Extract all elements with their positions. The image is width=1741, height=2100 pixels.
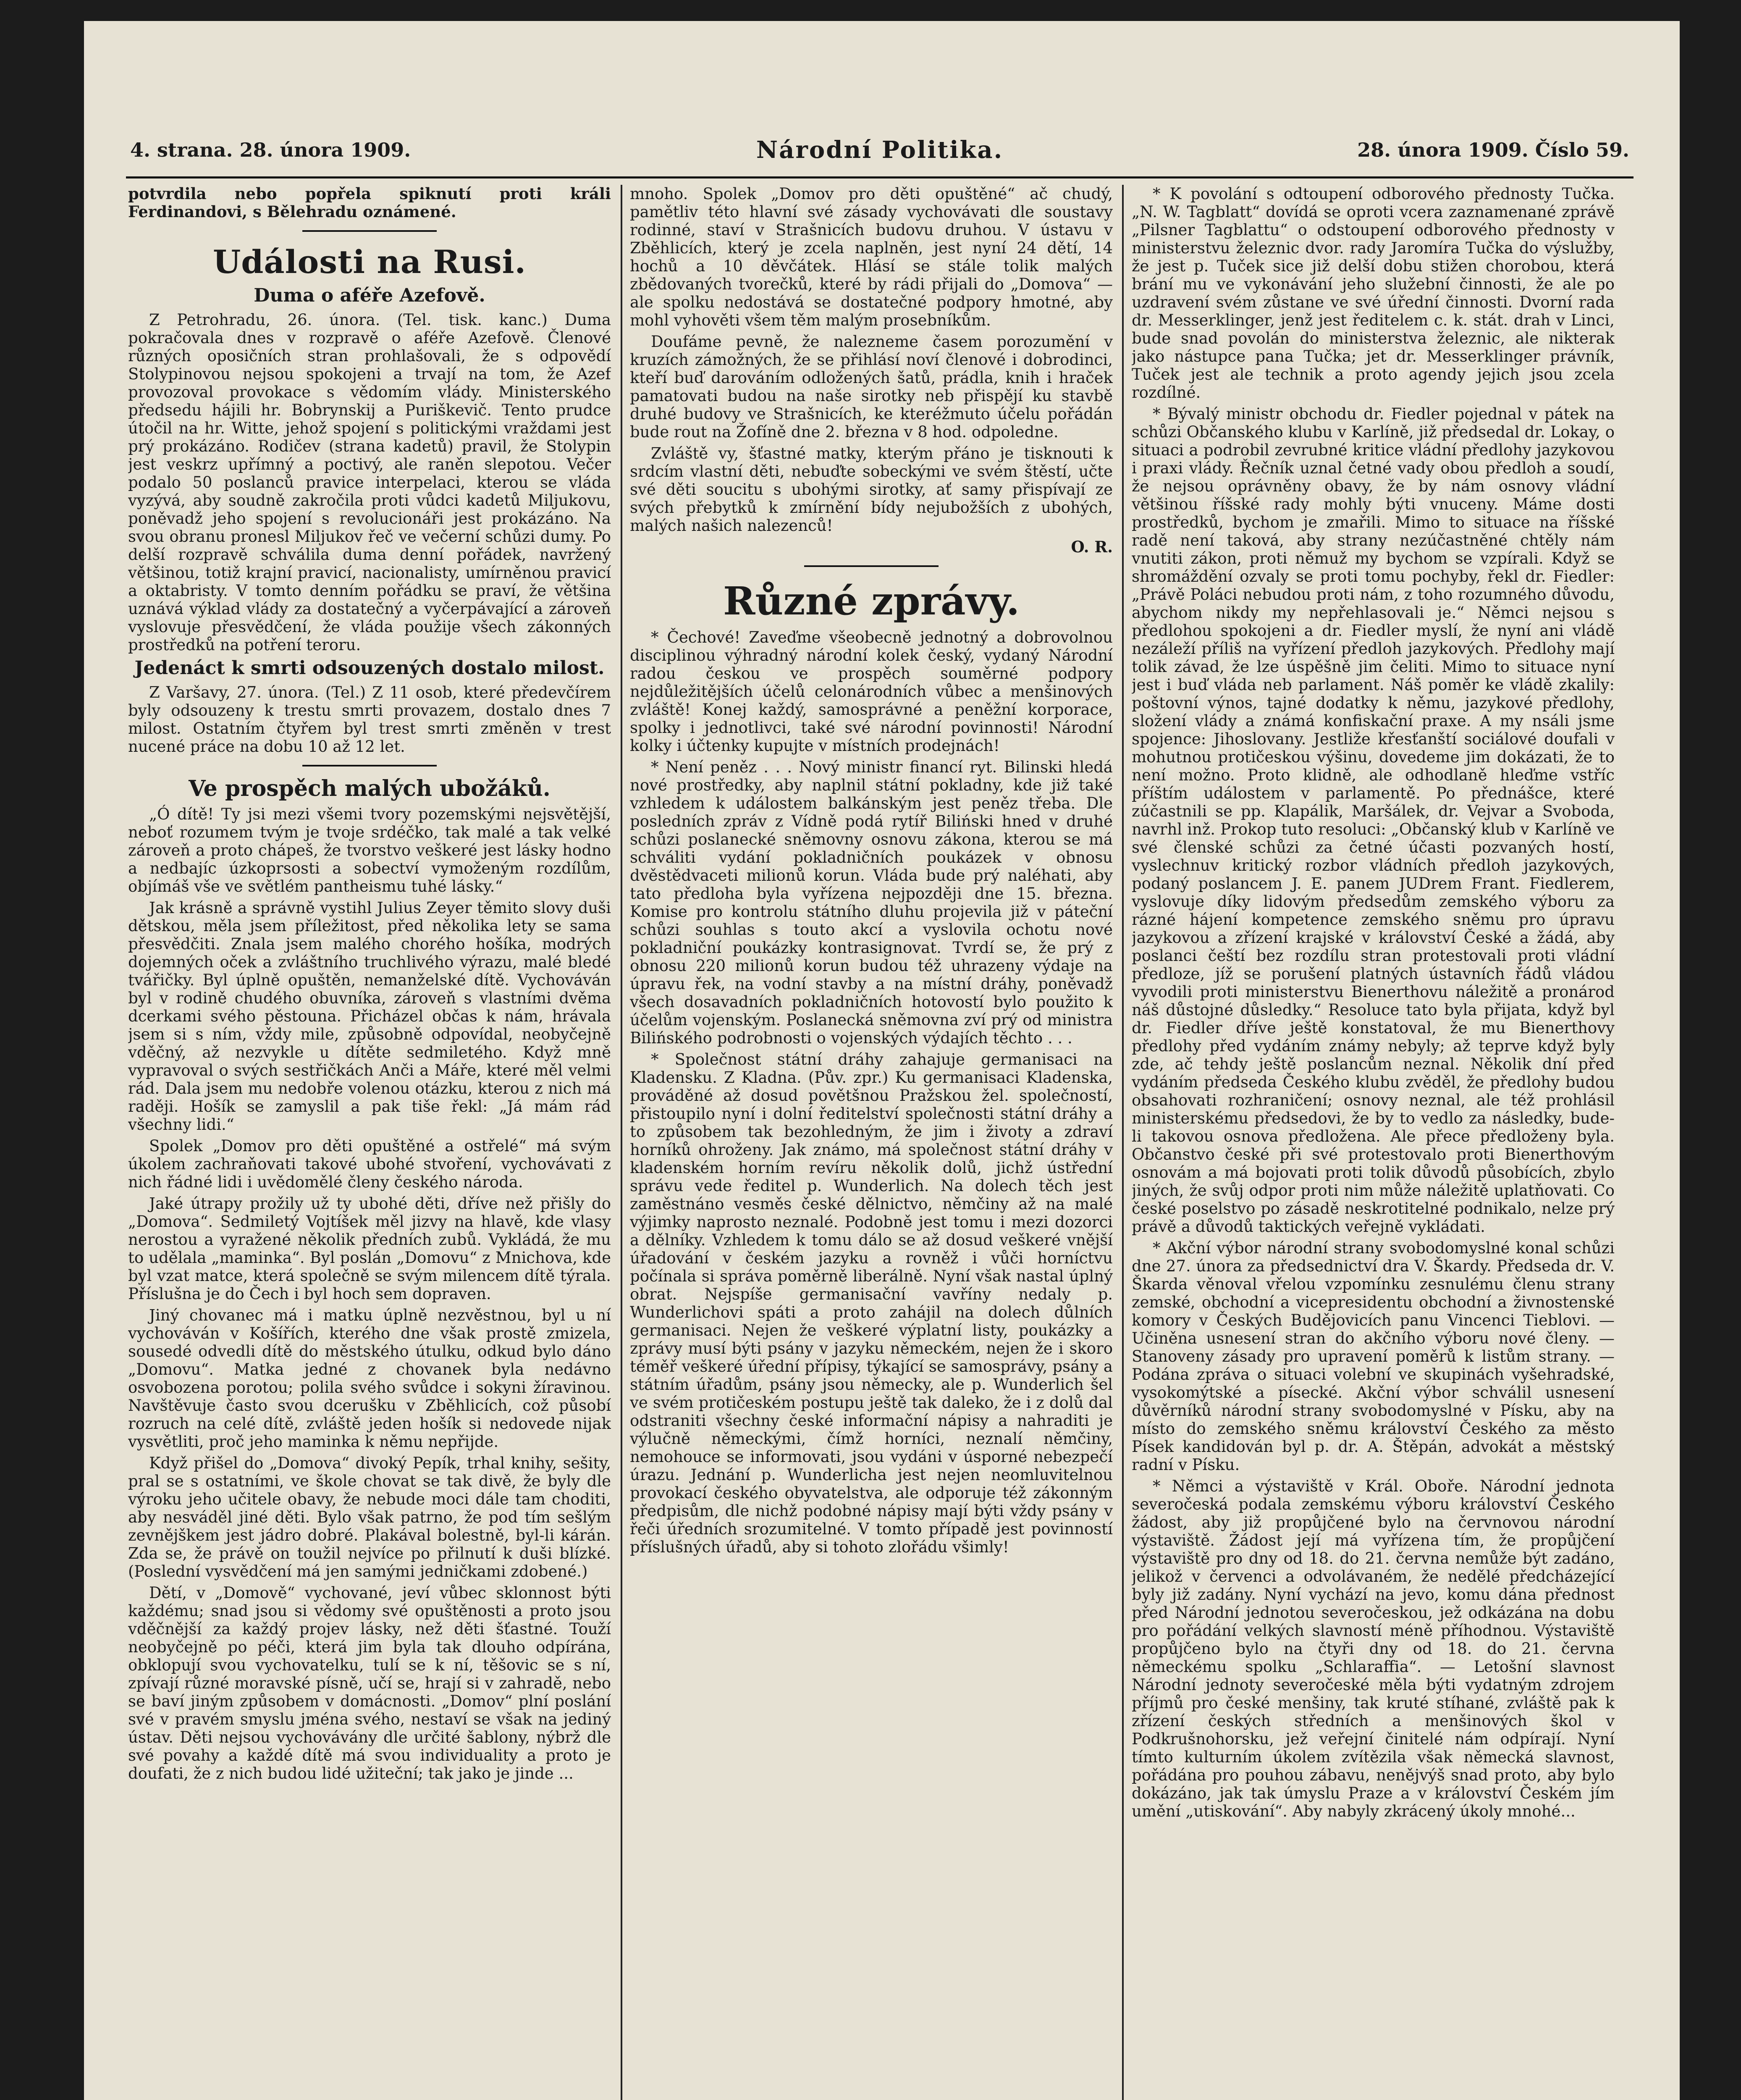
column-3	[1132, 185, 1615, 2100]
article-text: * Čechové! Zaveďme všeobecně jednotný a dobrovolnou disciplinou výhradný národní kolek český, vydaný Národní radou českou ve prospěch souměrné podpory nejdůležitějších účelů celonárodních vůbec a menšinových zvláště! Konej každý, samosprávné a peněžní korporace, spolky i jednotlivci, také své národní povinnosti! Národní kolky i účtenky kupujte v místních prodejnách!	[630, 628, 1113, 755]
article-text: Z Petrohradu, 26. února. (Tel. tisk. kanc.) Duma pokračovala dnes v rozpravě o aféře Azefově. Členové různých oposičních stran prohlašovali, že s odpovědí Stolypinovou nejsou spokojeni a trvají na tom, že Azef provozoval provokace s vědomím vlády. Ministerského předsedu hájili hr. Bobrynskij a Puriškevič. Tento prudce útočil na hr. Witte, jehož spojení s politickými vraždami jest prý prokázáno. Rodičev (strana kadetů) pravil, že Stolypin jest veskrz upřímný a poctivý, ale raněn slepotou. Večer podalo 50 poslanců pravice interpelaci, kterou se vláda vyzývá, aby soudně zakročila proti vůdci kadetů Miljukovu, poněvadž jeho spojení s revolucionáři jest prokázáno. Na svou obranu pronesl Miljukov řeč ve večerní schůzi dumy. Po delší rozpravě schválila duma denní pořádek, navržený většinou, totiž krajní pravicí, nacionalisty, umírněnou pravicí a oktabristy. V tomto denním pořádku se praví, že většina uznává výklad vlády za dostatečný a vyčerpávající a zároveň vyslovuje přesvědčení, že vláda použije všech zákonných prostředků na potření teroru.	[128, 311, 611, 654]
newspaper-page	[84, 21, 1680, 2100]
article-heading: Duma o aféře Azefově.	[254, 285, 485, 306]
article-text: * Němci a výstaviště v Král. Oboře. Národní jednota severočeská podala zemskému výboru království Českého žádost, aby již propůjčené bylo na červnovou národní výstaviště. Žádost její má vyřízena tím, že propůjčení výstaviště pro dny od 18. do 21. června nemůže být zadáno, jelikož v červenci a odvolávaném, že nedělé předcházející byly již zadány. Nyní vychází na jevo, komu dána přednost před Národní jednotou severočeskou, jež odkázána na dobu pro pořádání velkých slavností méně příhodnou. Výstaviště propůjčeno bylo na čtyři dny od 18. do 21. června německému spolku „Schlaraffia“. — Letošní slavnost Národní jednoty severočeské měla býti vydatným zdrojem příjmů pro české menšiny, tak kruté stíhané, zvláště pak k zřízení českých středních a menšinových škol v Podkrušnohorsku, jež veřejní činitelé nám odpírají. Nyní tímto kulturním úkolem zvítězila však německá slavnost, pořádána pro pouhou zábavu, nenějvýš snad proto, aby bylo dokázáno, jak tak úmyslu Praze a v království Českém jím umění „utiskování“. Aby nabyly zkrácený úkoly mnohé...	[1132, 1477, 1615, 1820]
article-text: Doufáme pevně, že nalezneme časem porozumění v kruzích zámožných, že se přihlásí noví členové i dobrodinci, kteří buď darováním odložených šatů, prádla, knih i hraček pamatovati budou na naše sirotky neb přispějí ku stavbě druhé budovy ve Strašnicích, ke kteréžmuto účelu pořádán bude rout na Žofíně dne 2. března v 8 hod. odpoledne.	[630, 333, 1113, 441]
author-signature: O. R.	[1071, 538, 1113, 556]
page-header	[130, 136, 1629, 172]
masthead-title: Národní Politika.	[756, 136, 1004, 164]
article-text: „Ó dítě! Ty jsi mezi všemi tvory pozemskými nejsvětější, neboť rozumem tvým je tvoje srdéčko, tak malé a tak velké zároveň a proto chápeš, že tvorstvo veškeré jest lásky hodno a nedbajíc úzkoprsosti a sobectví vymoženým rozdílům, objímáš vše ve světlém pantheismu tuhé lásky.“	[128, 805, 611, 895]
section-rule	[804, 565, 939, 567]
section-heading: Různé zprávy.	[723, 578, 1020, 624]
article-text: * Společnost státní dráhy zahajuje germanisaci na Kladensku. Z Kladna. (Pův. zpr.) Ku germanisaci Kladenska, prováděné až dosud povětšnou Pražskou žel. společností, přistoupilo nyní i dolní ředitelství společnosti státní dráhy a to způsobem tak bezohledným, že jim i životy a zdraví horníků ohroženy. Jak známo, má společnost státní dráhy v kladenském horním revíru několik dolů, jichž ústřední správu vede ředitel p. Wunderlich. Na dolech těch jest zaměstnáno vesměs české dělnictvo, němčiny až na malé výjimky naprosto neznalé. Podobně jest tomu i mezi dozorci a dělníky. Vzhledem k tomu dálo se až dosud veškeré vnější úřadování v českém jazyku a rovněž i vůči horníctvu počínala si správa poměrně liberálně. Nyní však nastal úplný obrat. Nejspíše germanisační vavříny nedaly p. Wunderlichovi spáti a proto zahájil na dolech důlních germanisaci. Nejen že veškeré výplatní listy, poukázky a zprávy musí býti psány v jazyku německém, nejen že i skoro téměř veškeré úřední přípisy, týkající se samosprávy, psány a státním úřadům, psány jsou německy, ale p. Wunderlich šel ve svém protičeském postupu ještě tak daleko, že i z dolů dal odstraniti všechny české informační nápisy a nahraditi je výlučně německými, čímž horníci, neznalí němčiny, nemohouce se informovati, jsou vydáni v úsporné nebezpečí úrazu. Jednání p. Wunderlicha jest nejen neomluvitelnou provokací českého obyvatelstva, ale odporuje též zákonným předpisům, dle nichž podobné nápisy mají býti vždy psány v řeči úředních srozumitelné. V tomto případě jest povinností příslušných úřadů, aby si tohoto zlořádu všimly!	[630, 1050, 1113, 1556]
article-text: Jak krásně a správně vystihl Julius Zeyer těmito slovy duši dětskou, měla jsem příležitost, před několika lety se sama přesvědčiti. Znala jsem malého chorého hošíka, modrých dojemných oček a zvláštního truchlivého výrazu, malé bledé tvářičky. Byl úplně opuštěn, nemanželské dítě. Vychováván byl v rodině chudého obuvníka, zároveň s vlastními dvěma dcerkami svého pěstouna. Přicházel občas k nám, hrávala jsem si s ním, vždy mile, způsobně odpovídal, neobyčejně vděčný, až nezvykle u dítěte sedmiletého. Když mně vypravoval o svých sestřičkách Anči a Máře, které měl velmi rád. Dala jsem mu nedobře volenou otázku, kterou z nich má raději. Hošík se zamyslil a pak tiše řekl: „Já mám rád všechny lidi.“	[128, 899, 611, 1134]
column-divider	[1122, 185, 1124, 2100]
column-1	[128, 185, 611, 2100]
article-text: Spolek „Domov pro děti opuštěné a ostřelé“ má svým úkolem zachraňovati takové ubohé stvoření, vychovávati z nich řádné lidi i uvědomělé členy českého národa.	[128, 1137, 611, 1191]
article-text: potvrdila nebo popřela spiknutí proti králi Ferdinandovi, s Bělehradu oznámené.	[128, 185, 611, 221]
issue-date: 28. února 1909. Číslo 59.	[1357, 139, 1629, 161]
article-text: mnoho. Spolek „Domov pro děti opuštěné“ ač chudý, pamětliv této hlavní své zásady vychovávati dle soustavy rodinné, staví v Strašnicích budovu druhou. V ústavu v Zběhlicích, který je zcela naplněn, jest nyní 24 dětí, 14 hochů a 10 děvčátek. Hlásí se stále tolik malých zbědovaných tvorečků, které by rádi přijali do „Domova“ — ale spolku nedostává se dostatečné podpory hmotné, aby mohl vyhověti všem těm malým prosebníkům.	[630, 185, 1113, 329]
article-text: Z Varšavy, 27. února. (Tel.) Z 11 osob, které předevčírem byly odsouzeny k trestu smrti provazem, dostalo dnes 7 milost. Ostatním čtyřem byl trest smrti změněn v trest nucené práce na dobu 10 až 12 let.	[128, 683, 611, 756]
article-text: Když přišel do „Domova“ divoký Pepík, trhal knihy, sešity, pral se s ostatními, ve škole chovat se tak divě, že byly dle výroku jeho učitele obavy, že nebude moci dále tam choditi, aby nesváděl jiné děti. Bylo však patrno, že pod tím sešlým zevnějškem jest jádro dobré. Plakával bolestně, byl-li kárán. Zda se, že právě on toužil nejvíce po přilnutí k duši blízké. (Poslední vysvědčení má jen samými jedničkami zdobené.)	[128, 1454, 611, 1580]
section-rule	[302, 765, 437, 766]
section-heading: Ve prospěch malých ubožáků.	[189, 776, 551, 801]
article-heading: Jedenáct k smrti odsouzených dostalo milost.	[134, 657, 605, 679]
article-text: * Bývalý ministr obchodu dr. Fiedler pojednal v pátek na schůzi Občanského klubu v Karlíně, již předsedal dr. Lokay, o situaci a podrobil zevrubné kritice vládní předlohy jazykovou i praxi vlády. Řečník uznal četné vady obou předloh a soudí, že nejsou oprávněny obavy, že by nám osnovy vládní většinou říšské rady mohly býti vnuceny. Máme dosti prostředků, bychom je zmařili. Mimo to situace na říšské radě není taková, aby strany nezúčastněné chtěly nám vnutiti zákon, proti němuž my bychom se vzpírali. Když se shromáždění ozvaly se proti tomu pochyby, řekl dr. Fiedler: „Právě Poláci nebudou proti nám, z toho rozumného důvodu, abychom nikdy my nepřehlasovali je.“ Němci nejsou s předlohou spokojeni a dr. Fiedler myslí, že nyní ani vládě nezáleží příliš na vyřízení předloh jazykových. Předlohy mají tolik závad, že lze úspěšně jim čeliti. Mimo to situace nyní jest i buď vláda neb parlament. Náš poměr ke vládě zkalily: poštovní výnos, tajné dodatky k němu, jazykové předlohy, složení vlády a známá konfiskační praxe. A my nsáli jsme spojence: Jihoslovany. Jestliže křesťanští sociálové doufali v mohutnou protičeskou výšinu, dovedeme jim dokázati, že to není možno. Proto klidně, ale odhodlaně hleďme vstříc příštím událostem v parlamentě. Po přednášce, které zúčastnili se pp. Klapálik, Maršálek, dr. Vejvar a Svoboda, navrhl inž. Prokop tuto resoluci: „Občanský klub v Karlíně ve své členské schůzi za četné účasti pozvaných hostí, vyslechnuv kritický rozbor vládních předloh jazykových, podaný poslancem J. E. panem JUDrem Frant. Fiedlerem, vyslovuje díky lidovým předsedům zemského výboru za rázné hájení kompetence zemského sněmu pro úpravu jazykovou a zřízení krajské v království České a žádá, aby poslanci čeští bez rozdílu stran protestovali proti vládní předloze, jíž se porušení platných ústavních řádů vládou vyvodili proti ministerstvu Bienerthovu náležitě a pronárod náš důstojné důsledky.“ Resoluce tato byla přijata, když byl dr. Fiedler dříve ještě konstatoval, že mu Bienerthovy předlohy před vydáním známy nebyly; až teprve když byly zde, ač tehdy ještě poslancům neznal. Několik dní před vydáním předseda Českého klubu zvěděl, že předlohy budou obsahovati rozhraničení; osnovy neznal, ale též prohlásil ministerskému předsedovi, že by to vedlo za následky, bude-li takovou osnova předložena. Ale přece předloženy byla. Občanstvo české při své protestovalo proti Bienerthovým osnovám a má bojovati proti tolik důvodů působících, zbylo jiných, že svůj odpor proti nim může náležitě uplatňovati. Co české poselstvo po zásadě neskrotitelné podnikalo, nelze prý právě a důvodů taktických veřejně vykládati.	[1132, 405, 1615, 1236]
article-text: Dětí, v „Domově“ vychované, jeví vůbec sklonnost býti každému; snad jsou si vědomy své opuštěnosti a proto jsou vděčnější za každý projev lásky, než děti šťastné. Touží neobyčejně po péči, která jim byla tak dlouho odpírána, obklopují svou vychovatelku, tulí se k ní, těšovic se s ní, zpívají různé moravské písně, učí se, hrají si v zahradě, nebo se baví jiným způsobem v domácnosti. „Domov“ plní poslání své v pravém smyslu jména svého, nestaví se však na jediný ústav. Děti nejsou vychovávány dle určité šablony, nýbrž dle své povahy a každé dítě má svou individuality a proto je doufati, že z nich budou lidé užiteční; tak jako je jinde ...	[128, 1584, 611, 1782]
article-text: Jiný chovanec má i matku úplně nezvěstnou, byl u ní vychováván v Košířích, kterého dne však prostě zmizela, sousedé odvedli dítě do městského útulku, odkud bylo dáno „Domovu“. Matka jedné z chovanek byla nedávno osvobozena porotou; polila svého svůdce i sokyni žíravinou. Navštěvuje často svou dcerušku v Zběhlicích, což působí rozruch na celé dítě, zvláště jeden hošík si nedovede nijak vysvětliti, proč jeho maminka k němu nepřijde.	[128, 1306, 611, 1451]
header-rule	[126, 176, 1633, 178]
article-text: Zvláště vy, šťastné matky, kterým přáno je tisknouti k srdcím vlastní děti, nebuďte sobeckými ve svém štěstí, učte své děti soucitu s ubohými sirotky, ať samy přispívají ze svých přebytků k zmírnění bídy nejubožších z ubohých, malých našich nalezenců!	[630, 444, 1113, 535]
page-number: 4. strana. 28. února 1909.	[130, 139, 411, 161]
column-divider	[621, 185, 622, 2100]
section-heading: Události na Rusi.	[213, 243, 526, 281]
article-text: Jaké útrapy prožily už ty ubohé děti, dříve než přišly do „Domova“. Sedmiletý Vojtíšek měl jizvy na hlavě, kde vlasy nerostou a vyražené několik předních zubů. Vykládá, že mu to udělala „maminka“. Byl poslán „Domovu“ z Mnichova, kde byl vzat matce, která společně se svým milencem dítě týrala. Příslušna je do Čech i byl hoch sem dopraven.	[128, 1194, 611, 1303]
article-text: * Není peněz . . . Nový ministr financí ryt. Bilinski hledá nové prostředky, aby naplnil státní pokladny, kde již také vzhledem k událostem balkánským jest peněz třeba. Dle posledních zpráv z Vídně podá rytíř Biliński hned v druhé schůzi poslanecké sněmovny osnovu zákona, kterou se má schváliti vydání pokladničních poukázek v obnosu dvěstědvaceti milionů korun. Vláda bude prý naléhati, aby tato předloha byla vyřízena nejpozději dne 15. března. Komise pro kontrolu státního dluhu projevila již v páteční schůzi souhlas s touto akcí a vyslovila ochotu nové pokladniční poukázky kontrasignovat. Tvrdí se, že prý z obnosu 220 milionů korun budou též uhrazeny výdaje na úpravu řek, na vodní stavby a na místní dráhy, poněvadž všech dosavadních pokladničních hotovostí bylo použito k účelům vojenským. Poslanecká sněmovna zví prý od ministra Bilińského podrobnosti o vojenských výdajích těchto . . .	[630, 758, 1113, 1047]
section-rule	[302, 230, 437, 232]
article-text: * Akční výbor národní strany svobodomyslné konal schůzi dne 27. února za předsednictví dra V. Škardy. Předseda dr. V. Škarda věnoval vřelou vzpomínku zesnulému členu strany zemské, obchodní a vicepresidentu obchodní a živnostenské komory v Českých Budějovicích panu Vincenci Tieblovi. — Učiněna usnesení stran do akčního výboru nové členy. — Stanoveny zásady pro upravení poměrů k listům strany. — Podána zpráva o situaci volební ve skupinách vyšehradské, vysokomýtské a písecké. Akční výbor schválil usnesení důvěrníků národní strany svobodomyslné v Písku, aby na místo do zemského sněmu království Českého za město Písek kandidován byl p. dr. A. Štěpán, advokát a městský radní v Písku.	[1132, 1239, 1615, 1474]
article-text: * K povolání s odtoupení odborového přednosty Tučka. „N. W. Tagblatt“ dovídá se oproti vcera zaznamenané zprávě „Pilsner Tagblattu“ o odstoupení odborového přednosty v ministerstvu železnic dvor. rady Jaromíra Tučka do výslužby, že jest p. Tuček sice již delší dobu stižen chorobou, která brání mu ve vykonávání jeho služební činnosti, že ale po uzdravení svém zůstane ve své úřední činnosti. Dvorní rada dr. Messerklinger, jenž jest ředitelem c. k. stát. drah v Linci, bude snad povolán do ministerstva železnic, ale nikterak jako nástupce pana Tučka; jet dr. Messerklinger právník, Tuček jest ale technik a proto agendy jejich jsou zcela rozdílné.	[1132, 185, 1615, 402]
column-2	[630, 185, 1113, 2100]
